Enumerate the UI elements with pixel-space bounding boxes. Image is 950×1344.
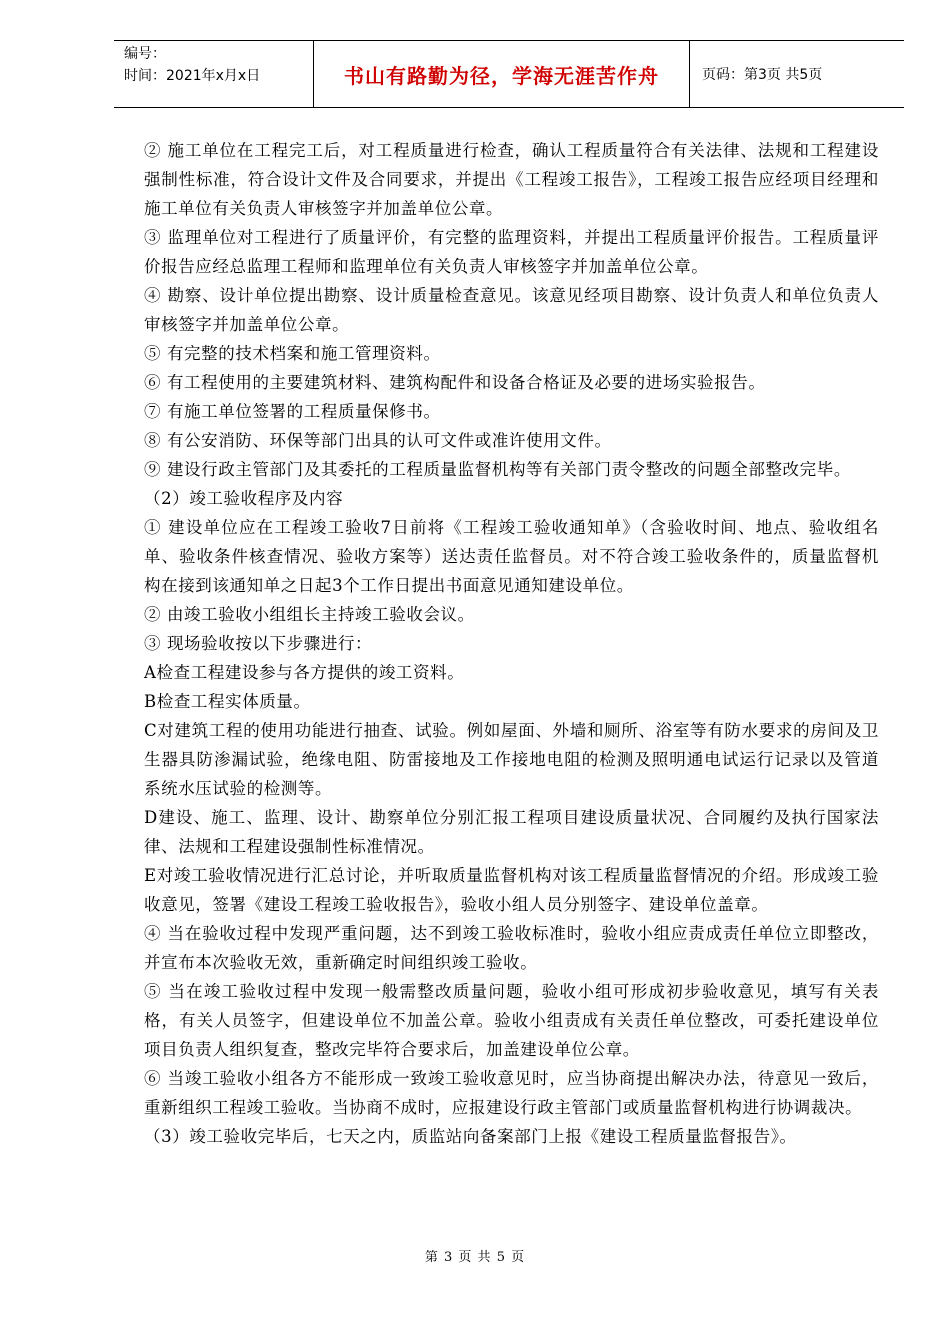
paragraph: ② 施工单位在工程完工后，对工程质量进行检查，确认工程质量符合有关法律、法规和工程建设强制性标准，符合设计文件及合同要求，并提出《工程竣工报告》，工程竣工报告应经项目经理和施工单位有关负责人审核签字并加盖单位公章。 (144, 141, 879, 218)
paragraph: ⑦ 有施工单位签署的工程质量保修书。 (144, 402, 441, 421)
document-time: 时间：2021年x月x日 (124, 68, 261, 84)
paragraph: ③ 现场验收按以下步骤进行： (144, 634, 373, 653)
paragraph: ⑥ 当竣工验收小组各方不能形成一致竣工验收意见时，应当协商提出解决办法，待意见一致后，重新组织工程竣工验收。当协商不成时，应报建设行政主管部门或质量监督机构进行协调裁决。 (144, 1069, 879, 1117)
list-item: E对竣工验收情况进行汇总讨论，并听取质量监督机构对该工程质量监督情况的介绍。形成竣工验收意见，签署《建设工程竣工验收报告》，验收小组人员分别签字、建设单位盖章。 (144, 866, 879, 914)
paragraph: ⑤ 有完整的技术档案和施工管理资料。 (144, 344, 441, 363)
list-item: A检查工程建设参与各方提供的竣工资料。 (144, 663, 465, 682)
document-number: 编号： (124, 46, 166, 62)
list-item: B检查工程实体质量。 (144, 692, 311, 711)
paragraph: ② 由竣工验收小组组长主持竣工验收会议。 (144, 605, 475, 624)
header-meta (114, 41, 314, 107)
page-header (114, 40, 904, 108)
paragraph: ⑧ 有公安消防、环保等部门出具的认可文件或准许使用文件。 (144, 431, 612, 450)
section-heading: （2）竣工验收程序及内容 (144, 489, 344, 508)
paragraph: ⑥ 有工程使用的主要建筑材料、建筑构配件和设备合格证及必要的进场实验报告。 (144, 373, 766, 392)
paragraph: ③ 监理单位对工程进行了质量评价，有完整的监理资料，并提出工程质量评价报告。工程质量评价报告应经总监理工程师和监理单位有关负责人审核签字并加盖单位公章。 (144, 228, 879, 276)
list-item: C对建筑工程的使用功能进行抽查、试验。例如屋面、外墙和厕所、浴室等有防水要求的房间及卫生器具防渗漏试验，绝缘电阻、防雷接地及工作接地电阻的检测及照明通电试运行记录以及管道系统水压试验的检测等。 (144, 721, 879, 798)
paragraph: ① 建设单位应在工程竣工验收7日前将《工程竣工验收通知单》（含验收时间、地点、验收组名单、验收条件核查情况、验收方案等）送达责任监督员。对不符合竣工验收条件的，质量监督机构在接到该通知单之日起3个工作日提出书面意见通知建设单位。 (144, 518, 879, 595)
page-footer: 第 3 页 共 5 页 (424, 1250, 526, 1265)
document-body (144, 136, 879, 1151)
header-motto: 书山有路勤为径，学海无涯苦作舟 (314, 41, 690, 107)
list-item: D建设、施工、监理、设计、勘察单位分别汇报工程项目建设质量状况、合同履约及执行国家法律、法规和工程建设强制性标准情况。 (144, 808, 879, 856)
section-heading: （3）竣工验收完毕后，七天之内，质监站向备案部门上报《建设工程质量监督报告》。 (144, 1127, 797, 1146)
paragraph: ④ 勘察、设计单位提出勘察、设计质量检查意见。该意见经项目勘察、设计负责人和单位负责人审核签字并加盖单位公章。 (144, 286, 879, 334)
paragraph: ④ 当在验收过程中发现严重问题，达不到竣工验收标准时，验收小组应责成责任单位立即整改，并宣布本次验收无效，重新确定时间组织竣工验收。 (144, 924, 879, 972)
paragraph: ⑤ 当在竣工验收过程中发现一般需整改质量问题，验收小组可形成初步验收意见，填写有关表格，有关人员签字，但建设单位不加盖公章。验收小组责成有关责任单位整改，可委托建设单位项目负责人组织复查，整改完毕符合要求后，加盖建设单位公章。 (144, 982, 879, 1059)
header-page-number: 页码：第3页 共5页 (702, 67, 823, 83)
paragraph: ⑨ 建设行政主管部门及其委托的工程质量监督机构等有关部门责令整改的问题全部整改完毕。 (144, 460, 851, 479)
